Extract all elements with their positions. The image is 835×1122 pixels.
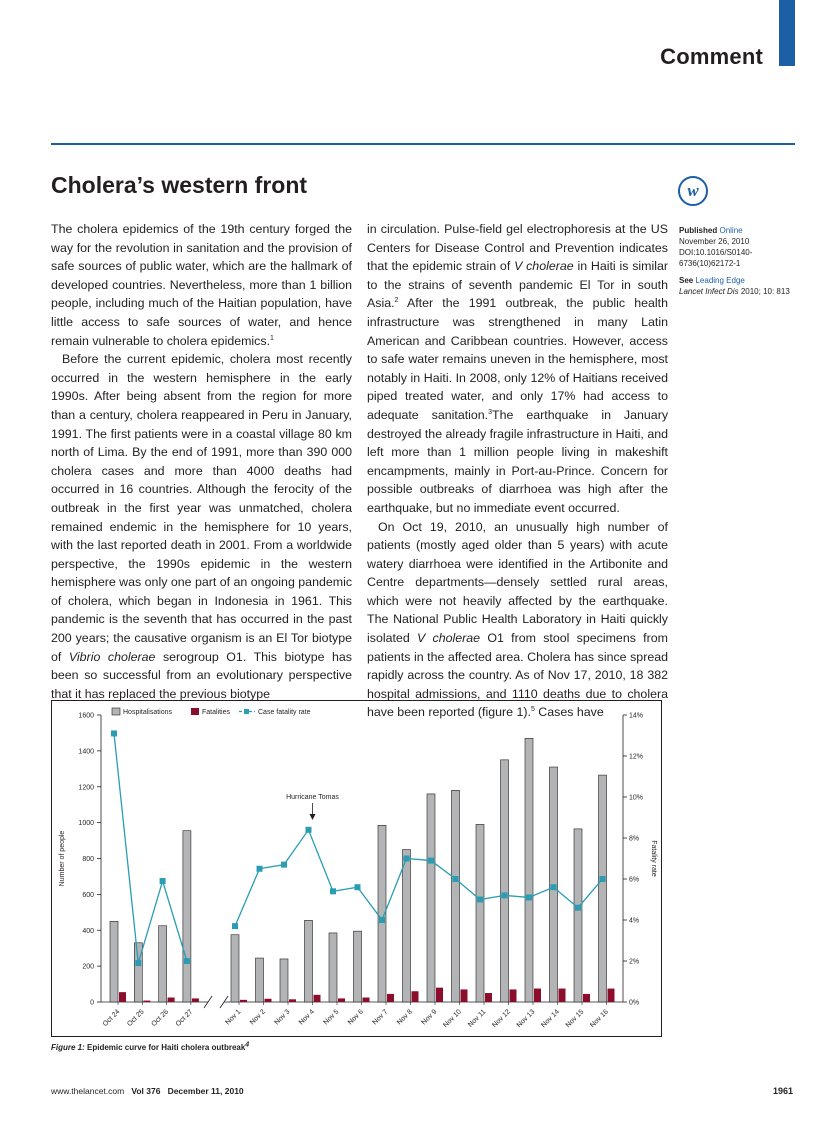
x-tick-label: Nov 10 — [442, 1008, 463, 1030]
legend-fatalities: Fatalities — [202, 709, 231, 716]
online-link[interactable]: Online — [719, 226, 743, 235]
fatalities-bar — [583, 994, 590, 1002]
y2-tick-label: 0% — [629, 999, 640, 1007]
section-color-bar — [779, 0, 795, 66]
x-tick-label: Oct 24 — [101, 1008, 122, 1028]
y-tick-label: 1000 — [78, 820, 94, 828]
leading-edge-link[interactable]: Leading Edge — [695, 276, 745, 285]
hospitalisations-bar — [280, 959, 288, 1002]
x-tick-label: Nov 7 — [371, 1008, 390, 1027]
x-tick-label: Nov 12 — [491, 1008, 512, 1030]
fatalities-bar — [338, 998, 345, 1002]
hospitalisations-bar — [403, 850, 411, 1002]
hospitalisations-bar — [501, 760, 509, 1002]
x-tick-label: Nov 8 — [396, 1008, 414, 1027]
article-column-2 — [367, 220, 668, 722]
y-tick-label: 200 — [82, 963, 94, 971]
epidemic-curve-chart — [52, 701, 661, 1036]
fatalities-bar — [387, 994, 394, 1002]
case-fatality-point — [404, 856, 410, 862]
header-rule — [51, 143, 795, 145]
x-tick-label: Nov 2 — [249, 1008, 267, 1027]
fatalities-bar — [289, 999, 296, 1002]
legend-hospitalisations: Hospitalisations — [123, 709, 173, 716]
x-tick-label: Nov 6 — [347, 1008, 365, 1027]
hospitalisations-bar — [329, 933, 337, 1002]
article-title: Cholera’s western front — [51, 172, 308, 198]
legend-case-fatality-rate: Case fatality rate — [258, 709, 311, 716]
case-fatality-point — [184, 958, 190, 964]
y-axis-title: Number of people — [59, 830, 66, 887]
hospitalisations-bar — [183, 831, 191, 1002]
case-fatality-point — [526, 894, 532, 900]
y2-tick-label: 2% — [629, 958, 640, 966]
figure-caption: Figure 1: Epidemic curve for Haiti cholera outbreak$^4$ — [51, 1041, 250, 1052]
y2-tick-label: 12% — [629, 753, 644, 761]
x-tick-label: Nov 3 — [273, 1008, 292, 1027]
fatalities-bar — [314, 995, 321, 1002]
hospitalisations-bar — [452, 790, 460, 1002]
journal-url[interactable]: www.thelancet.com — [51, 1086, 125, 1096]
hospitalisations-bar — [427, 794, 435, 1002]
fatalities-bar — [168, 998, 175, 1002]
y-tick-label: 1400 — [78, 748, 94, 756]
x-tick-label: Nov 1 — [224, 1008, 243, 1027]
case-fatality-line — [235, 830, 603, 926]
x-tick-label: Nov 15 — [564, 1008, 586, 1030]
hospitalisations-bar — [159, 926, 167, 1002]
hospitalisations-bar — [231, 935, 239, 1002]
y2-tick-label: 8% — [629, 835, 640, 843]
y2-axis-title: Fatality rate — [650, 840, 657, 877]
reference-superscript: 5 — [530, 706, 535, 714]
paragraph: Before the current epidemic, cholera most recently occurred in the western hemisphere in the early 1990s. After being absent from the region for more than a century, cholera reappeared in Peru in January, 1991. The first patients were in a coastal village 80 km north of Lima. By the end of 1991, more than 390 000 cholera cases and more than 4000 deaths had occurred in 16 countries. Although the ferocity of the outbreak in the first year was unmatched, cholera remained endemic in the hemisphere for 10 years, with the last reported death in 2001. From a worldwide perspective, the 1990s epidemic in the western hemisphere was only one part of an ongoing pandemic of cholera, which began in Indonesia in 1961. This pandemic is the seventh that has occurred in the past 200 years; the causative organism is an El Tor biotype of Vibrio cholerae serogroup O1. This biotype has been so successful from an evolutionary perspective that it has replaced the previous biotype — [51, 352, 353, 701]
case-fatality-point — [502, 892, 508, 898]
reference-superscript: 3 — [488, 408, 493, 416]
section-label: Comment — [660, 44, 763, 69]
hospitalisations-bar — [599, 775, 607, 1002]
legend-cfr-swatch — [244, 709, 249, 714]
paragraph: in circulation. Pulse-field gel electrophoresis at the US Centers for Disease Control and Prevention indicates that the epidemic strain of V cholerae in Haiti is similar to the strains of seventh pandemic El Tor in south Asia.$^2$ After the 1991 outbreak, the public health infrastructure was strengthened in many Latin American and Caribbean countries. However, access to safe water remains uneven in the hemisphere, most notably in Haiti. In 2008, only 12% of Haitians received piped treated water, and only 17% had access to adequate sanitation.$^3$The earthquake in January destroyed the already fragile infrastructure in Haiti, and left more than 1 million people living in makeshift encampments, mainly in Port-au-Prince. Concern for possible outbreaks of diarrhoea was high after the earthquake, but no immediate event occurred. — [367, 222, 669, 515]
fatalities-bar — [240, 1000, 247, 1002]
article-column-1 — [51, 220, 352, 703]
hospitalisations-bar — [256, 958, 264, 1002]
case-fatality-point — [477, 897, 483, 903]
case-fatality-point — [379, 917, 385, 923]
fatalities-bar — [534, 989, 541, 1002]
case-fatality-point — [135, 960, 141, 966]
fatalities-bar — [461, 989, 468, 1002]
hospitalisations-bar — [305, 920, 313, 1002]
x-tick-label: Nov 16 — [589, 1008, 610, 1030]
fatalities-bar — [510, 989, 517, 1002]
fatalities-bar — [143, 1001, 150, 1002]
reference-superscript: 1 — [270, 334, 274, 342]
see-also: See Leading Edge Lancet Infect Dis 2010; 10: 813 — [679, 276, 790, 296]
case-fatality-point — [330, 888, 336, 894]
fatalities-bar — [192, 998, 199, 1002]
fatalities-bar — [265, 999, 272, 1002]
hurricane-annotation: Hurricane Tomas — [286, 794, 339, 801]
legend-fatalities-swatch — [191, 708, 199, 715]
fatalities-bar — [119, 992, 126, 1002]
case-fatality-line — [114, 733, 187, 963]
y-tick-label: 800 — [82, 856, 94, 863]
x-tick-label: Nov 5 — [322, 1008, 341, 1027]
hospitalisations-bar — [574, 829, 582, 1002]
case-fatality-point — [111, 730, 117, 736]
x-tick-label: Oct 25 — [126, 1008, 146, 1028]
fatalities-bar — [485, 993, 492, 1002]
y-tick-label: 1200 — [78, 784, 94, 792]
case-fatality-point — [551, 884, 557, 890]
case-fatality-point — [281, 862, 287, 868]
hospitalisations-bar — [354, 931, 362, 1002]
y-tick-label: 0 — [90, 999, 94, 1007]
fatalities-bar — [363, 998, 370, 1002]
x-tick-label: Nov 9 — [420, 1008, 439, 1027]
y2-tick-label: 14% — [629, 712, 644, 720]
hospitalisations-bar — [110, 921, 118, 1002]
paragraph: The cholera epidemics of the 19th century forged the way for the revolution in sanitation and the provision of safe sources of public water, which are the hallmark of developed countries. Nevertheless, more than 1 billion people, including much of the Haitian population, have little access to safe sources of water, and hence remain vulnerable to cholera epidemics.$^1$ — [51, 222, 352, 348]
x-tick-label: Nov 4 — [298, 1008, 316, 1027]
x-tick-label: Oct 26 — [150, 1008, 171, 1028]
figure-1 — [51, 700, 662, 1037]
fatalities-bar — [436, 988, 443, 1002]
case-fatality-point — [575, 905, 581, 911]
case-fatality-point — [355, 884, 361, 890]
paragraph: On Oct 19, 2010, an unusually high number of patients (mostly aged older than 5 years) with acute watery diarrhoea were identified in the Artibonite and Centre departments—densely settled rural areas, which were not heavily affected by the earthquake. The National Public Health Laboratory in Haiti quickly isolated V cholerae O1 from stool specimens from patients in the affected area. Cholera has since spread rapidly across the country. As of Nov 17, 2010, 18 382 hospital admissions, and 1110 deaths due to cholera have been reported (figure 1).$^5$ Cases have — [367, 519, 668, 720]
hospitalisations-bar — [525, 738, 533, 1002]
y-tick-label: 1600 — [78, 712, 94, 720]
hospitalisations-bar — [476, 824, 484, 1002]
case-fatality-point — [306, 827, 312, 833]
case-fatality-point — [600, 876, 606, 882]
x-tick-label: Nov 13 — [515, 1008, 537, 1030]
publication-info: Published Online November 26, 2010 DOI:10.1016/S0140-6736(10)62172-1 — [679, 226, 753, 268]
fatalities-bar — [412, 991, 419, 1002]
case-fatality-point — [428, 858, 434, 864]
doi: DOI:10.1016/S0140-6736(10)62172-1 — [679, 248, 753, 268]
sidenote — [679, 225, 799, 297]
y-tick-label: 600 — [82, 891, 94, 899]
page-number: 1961 — [772, 1086, 793, 1096]
footer-journal: www.thelancet.com Vol 376 December 11, 2010 — [51, 1086, 244, 1096]
annotation-arrowhead — [310, 814, 316, 820]
x-tick-label: Oct 27 — [174, 1008, 195, 1028]
legend-hospitalisations-swatch — [112, 708, 120, 715]
case-fatality-point — [160, 878, 166, 884]
x-tick-label: Nov 14 — [540, 1008, 561, 1030]
y2-tick-label: 10% — [629, 794, 644, 802]
case-fatality-point — [453, 876, 459, 882]
case-fatality-point — [232, 923, 238, 929]
x-tick-label: Nov 11 — [467, 1008, 488, 1029]
y2-tick-label: 6% — [629, 876, 640, 884]
y2-tick-label: 4% — [629, 917, 640, 925]
web-first-icon: w — [678, 176, 708, 206]
fatalities-bar — [559, 989, 566, 1002]
y-tick-label: 400 — [82, 927, 94, 935]
case-fatality-point — [257, 866, 263, 872]
fatalities-bar — [608, 989, 615, 1002]
reference-superscript: 2 — [394, 297, 399, 305]
